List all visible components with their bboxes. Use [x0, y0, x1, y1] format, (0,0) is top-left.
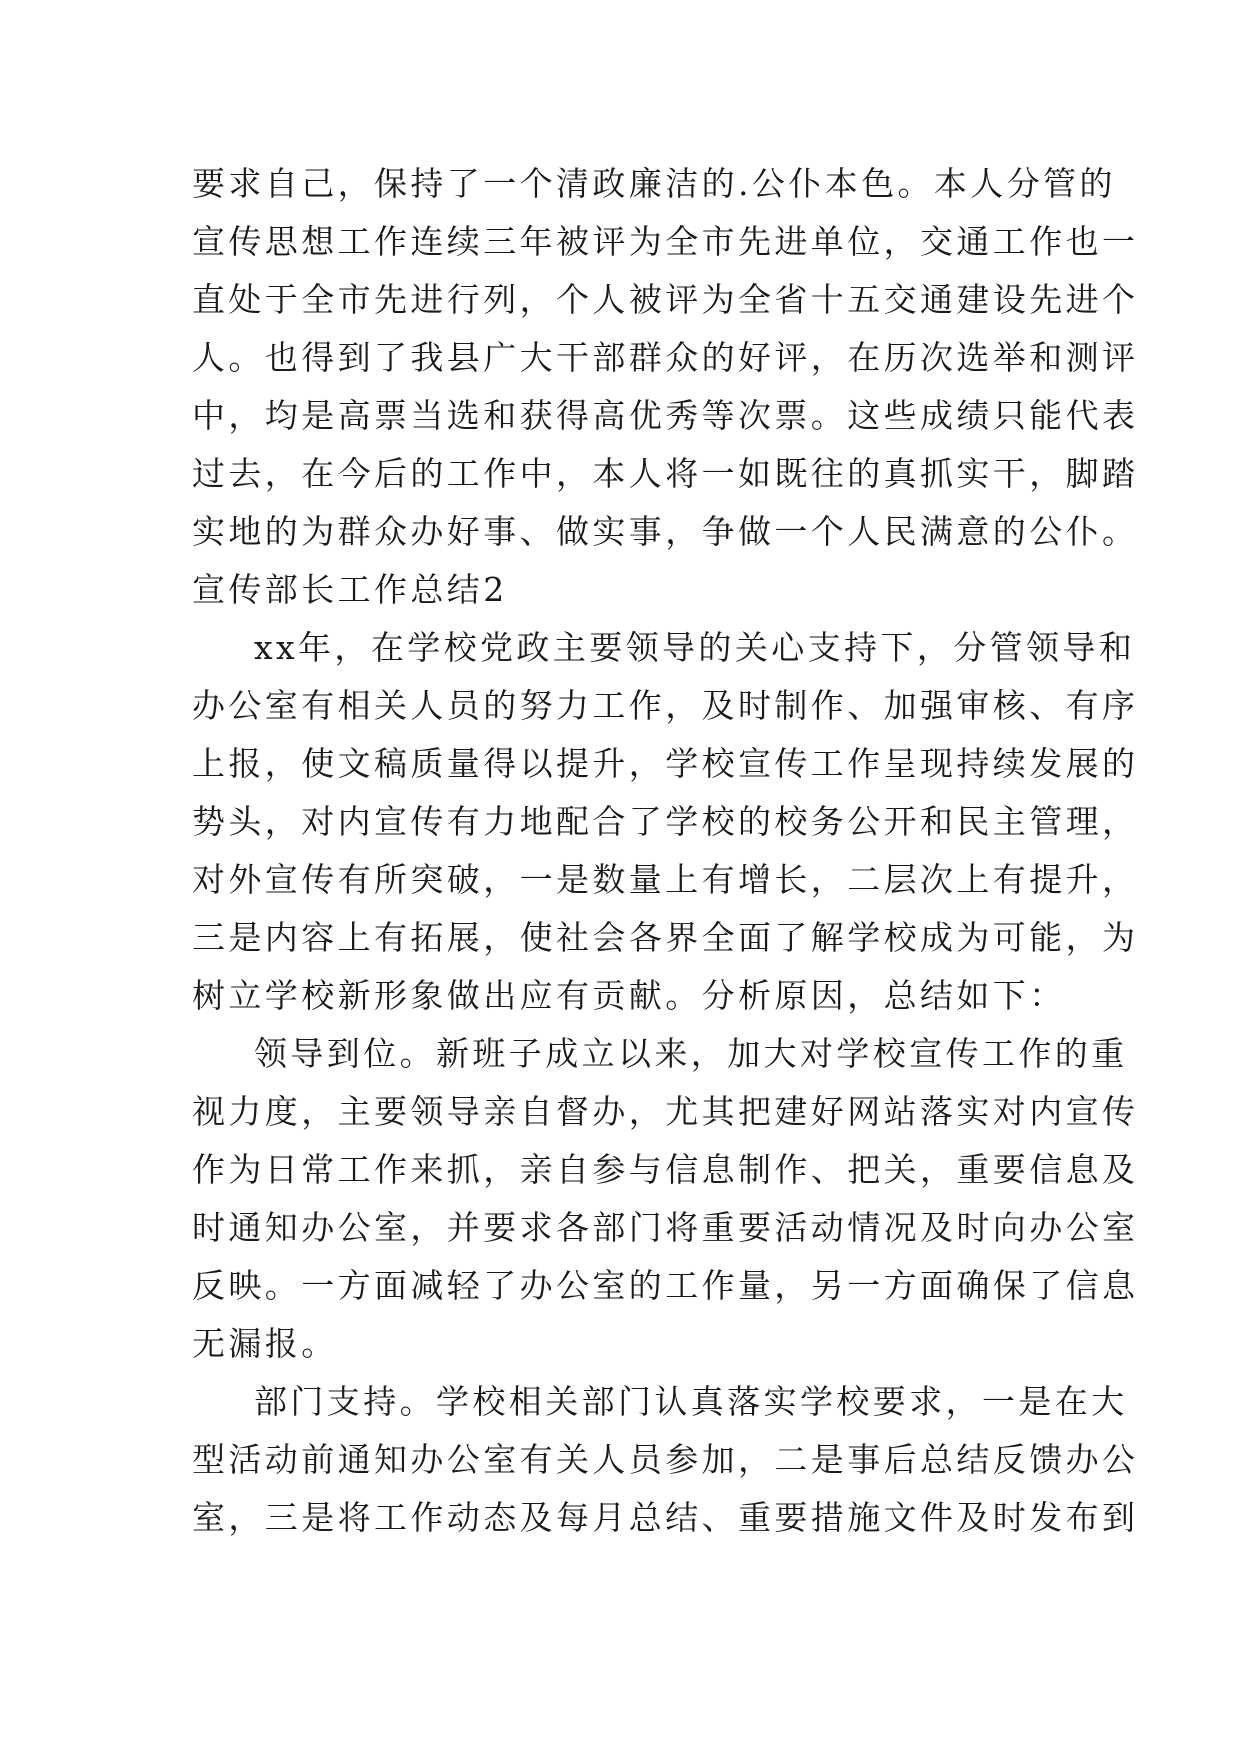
text-line: 时通知办公室，并要求各部门将重要活动情况及时向办公室	[192, 1208, 1139, 1247]
text-line: 宣传思想工作连续三年被评为全市先进单位，交通工作也一	[192, 222, 1139, 261]
text-line: 树立学校新形象做出应有贡献。分析原因，总结如下：	[192, 976, 1066, 1015]
text-line: 要求自己，保持了一个清政廉洁的.公仆本色。本人分管的	[192, 164, 1116, 203]
document-body	[192, 155, 1139, 1547]
text-line: 对外宣传有所突破，一是数量上有增长，二层次上有提升，	[192, 860, 1139, 899]
text-line: 实地的为群众办好事、做实事，争做一个人民满意的公仆。	[192, 512, 1139, 551]
text-line: 办公室有相关人员的努力工作，及时制作、加强审核、有序	[192, 686, 1139, 725]
text-line: 作为日常工作来抓，亲自参与信息制作、把关，重要信息及	[192, 1150, 1139, 1189]
text-line: 直处于全市先进行列，个人被评为全省十五交通建设先进个	[192, 280, 1139, 319]
section-heading: 宣传部长工作总结2	[192, 570, 508, 609]
text-line: 视力度，主要领导亲自督办，尤其把建好网站落实对内宣传	[192, 1092, 1139, 1131]
paragraph-start-line: xx年，在学校党政主要领导的关心支持下，分管领导和	[254, 628, 1136, 667]
text-line: 型活动前通知办公室有关人员参加，二是事后总结反馈办公	[192, 1440, 1139, 1479]
text-line: 上报，使文稿质量得以提升，学校宣传工作呈现持续发展的	[192, 744, 1139, 783]
text-line: 室，三是将工作动态及每月总结、重要措施文件及时发布到	[192, 1498, 1139, 1537]
text-line: 人。也得到了我县广大干部群众的好评，在历次选举和测评	[192, 338, 1139, 377]
text-line: 无漏报。	[192, 1324, 338, 1363]
text-line: 反映。一方面减轻了办公室的工作量，另一方面确保了信息	[192, 1266, 1139, 1305]
text-line: 三是内容上有拓展，使社会各界全面了解学校成为可能，为	[192, 918, 1139, 957]
text-line: 势头，对内宣传有力地配合了学校的校务公开和民主管理，	[192, 802, 1139, 841]
text-line: 中，均是高票当选和获得高优秀等次票。这些成绩只能代表	[192, 396, 1139, 435]
text-line: 过去，在今后的工作中，本人将一如既往的真抓实干，脚踏	[192, 454, 1139, 493]
paragraph-start-line: 部门支持。学校相关部门认真落实学校要求，一是在大	[254, 1382, 1128, 1421]
paragraph-start-line: 领导到位。新班子成立以来，加大对学校宣传工作的重	[254, 1034, 1128, 1073]
